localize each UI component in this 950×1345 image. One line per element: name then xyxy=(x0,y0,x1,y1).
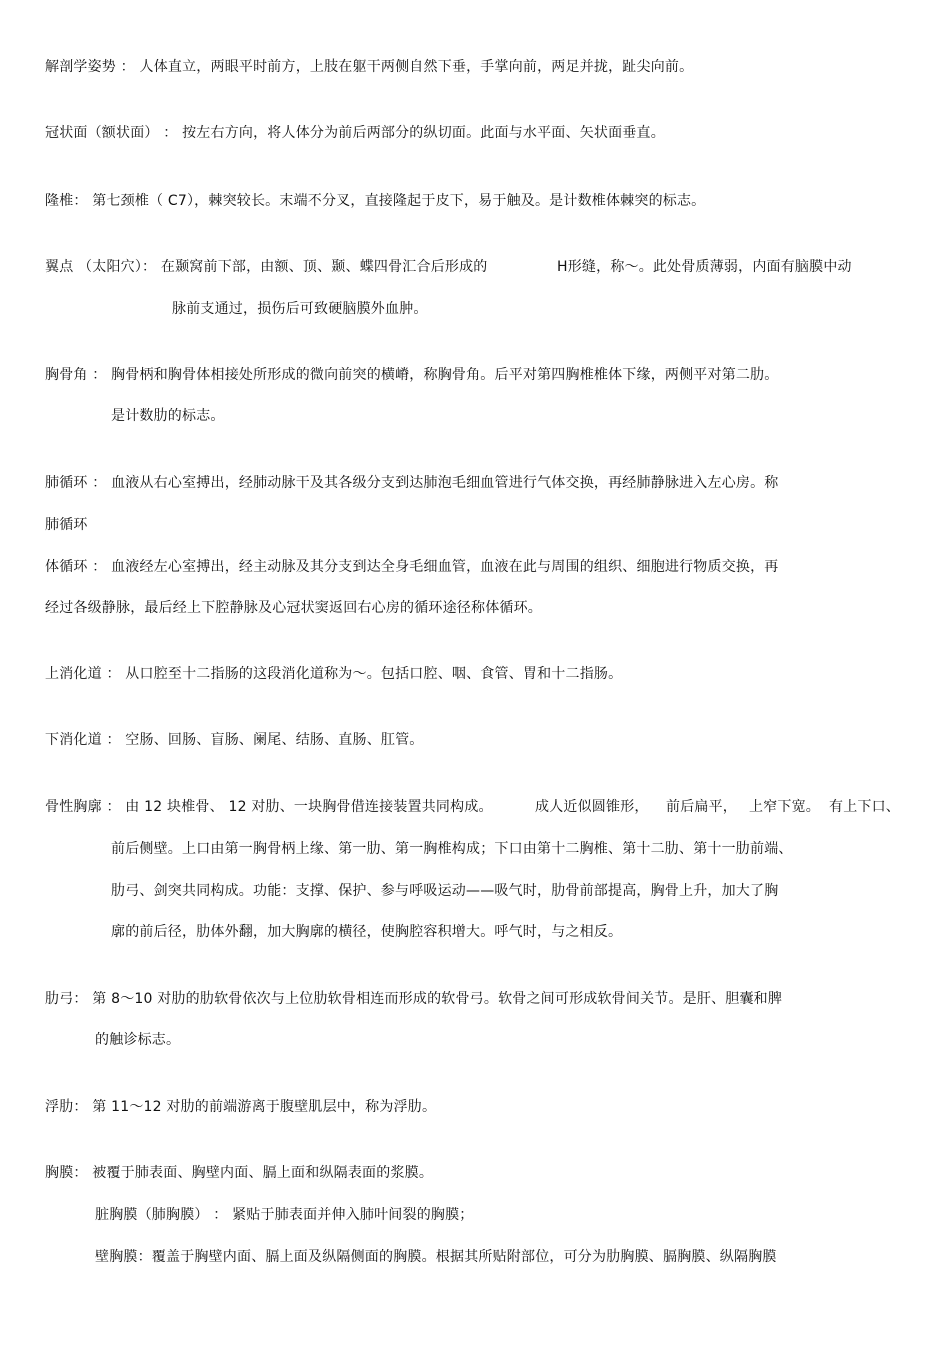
entry-pulmonary-circulation-line-2: 肺循环 xyxy=(45,517,88,533)
entry-sternal-angle-line-1: 胸骨角 ： 胸骨柄和胸骨体相接处所形成的微向前突的横嵴，称胸骨角。后平对第四胸椎椎体下缘，两侧平对第二肋。 xyxy=(45,367,779,383)
entry-costal-arch-line-1: 肋弓： 第 8～10 对肋的肋软骨依次与上位肋软骨相连而形成的软骨弓。软骨之间可形成软骨间关节。是肝、胆囊和脾 xyxy=(45,991,783,1007)
entry-coronal-plane: 冠状面（额状面） ： 按左右方向，将人体分为前后两部分的纵切面。此面与水平面、矢状面垂直。 xyxy=(45,125,665,141)
entry-pulmonary-circulation-line-1: 肺循环 ： 血液从右心室搏出，经肺动脉干及其各级分支到达肺泡毛细血管进行气体交换，再经肺静脉进入左心房。称 xyxy=(45,475,779,491)
entry-costal-arch-line-2: 的触诊标志。 xyxy=(95,1032,181,1048)
entry-lower-digestive-tract: 下消化道 ： 空肠、回肠、盲肠、阑尾、结肠、直肠、肛管。 xyxy=(45,732,424,748)
entry-pterion-line-1a: 翼点 （太阳穴）： 在颞窝前下部，由额、顶、颞、蝶四骨汇合后形成的 xyxy=(45,259,488,275)
entry-vertebra-prominens: 隆椎： 第七颈椎（ C7），棘突较长。末端不分叉，直接隆起于皮下，易于触及。是计数椎体棘突的标志。 xyxy=(45,193,706,209)
entry-pleura-visceral: 脏胸膜（肺胸膜） ： 紧贴于肺表面并伸入肺叶间裂的胸膜； xyxy=(95,1207,474,1223)
entry-bony-thorax-line-4: 廓的前后径，肋体外翻，加大胸廓的横径，使胸腔容积增大。呼气时，与之相反。 xyxy=(111,924,623,940)
entry-bony-thorax-line-2: 前后侧壁。上口由第一胸骨柄上缘、第一肋、第一胸椎构成；下口由第十二胸椎、第十二肋、第十一肋前端、 xyxy=(111,841,793,857)
entry-bony-thorax-line-3: 肋弓、剑突共同构成。功能：支撑、保护、参与呼吸运动——吸气时，肋骨前部提高，胸骨上升，加大了胸 xyxy=(111,883,779,899)
entry-bony-thorax-line-1d: 上窄下宽。 xyxy=(749,799,820,815)
entry-floating-ribs: 浮肋： 第 11～12 对肋的前端游离于腹壁肌层中，称为浮肋。 xyxy=(45,1099,437,1115)
entry-anatomical-position: 解剖学姿势 ： 人体直立，两眼平时前方，上肢在躯干两侧自然下垂，手掌向前，两足并拢，趾尖向前。 xyxy=(45,59,694,75)
entry-systemic-circulation-line-2: 经过各级静脉，最后经上下腔静脉及心冠状窦返回右心房的循环途径称体循环。 xyxy=(45,600,542,616)
entry-sternal-angle-line-2: 是计数肋的标志。 xyxy=(111,408,225,424)
entry-upper-digestive-tract: 上消化道 ： 从口腔至十二指肠的这段消化道称为～。包括口腔、咽、食管、胃和十二指肠。 xyxy=(45,666,623,682)
entry-pleura-line-1: 胸膜： 被覆于肺表面、胸壁内面、膈上面和纵隔表面的浆膜。 xyxy=(45,1165,434,1181)
entry-bony-thorax-line-1b: 成人近似圆锥形， xyxy=(535,799,649,815)
entry-pleura-parietal: 壁胸膜：覆盖于胸壁内面、膈上面及纵隔侧面的胸膜。根据其所贴附部位，可分为肋胸膜、膈胸膜、纵隔胸膜 xyxy=(95,1249,777,1265)
entry-bony-thorax-line-1c: 前后扁平， xyxy=(666,799,737,815)
entry-systemic-circulation-line-1: 体循环 ： 血液经左心室搏出，经主动脉及其分支到达全身毛细血管，血液在此与周围的组织、细胞进行物质交换，再 xyxy=(45,559,779,575)
entry-bony-thorax-line-1a: 骨性胸廓 ： 由 12 块椎骨、 12 对肋、一块胸骨借连接装置共同构成。 xyxy=(45,799,493,815)
entry-bony-thorax-line-1e: 有上下口、 xyxy=(829,799,900,815)
entry-pterion-line-1b: H形缝，称～。此处骨质薄弱，内面有脑膜中动 xyxy=(557,259,852,275)
entry-pterion-line-2: 脉前支通过，损伤后可致硬脑膜外血肿。 xyxy=(172,301,428,317)
